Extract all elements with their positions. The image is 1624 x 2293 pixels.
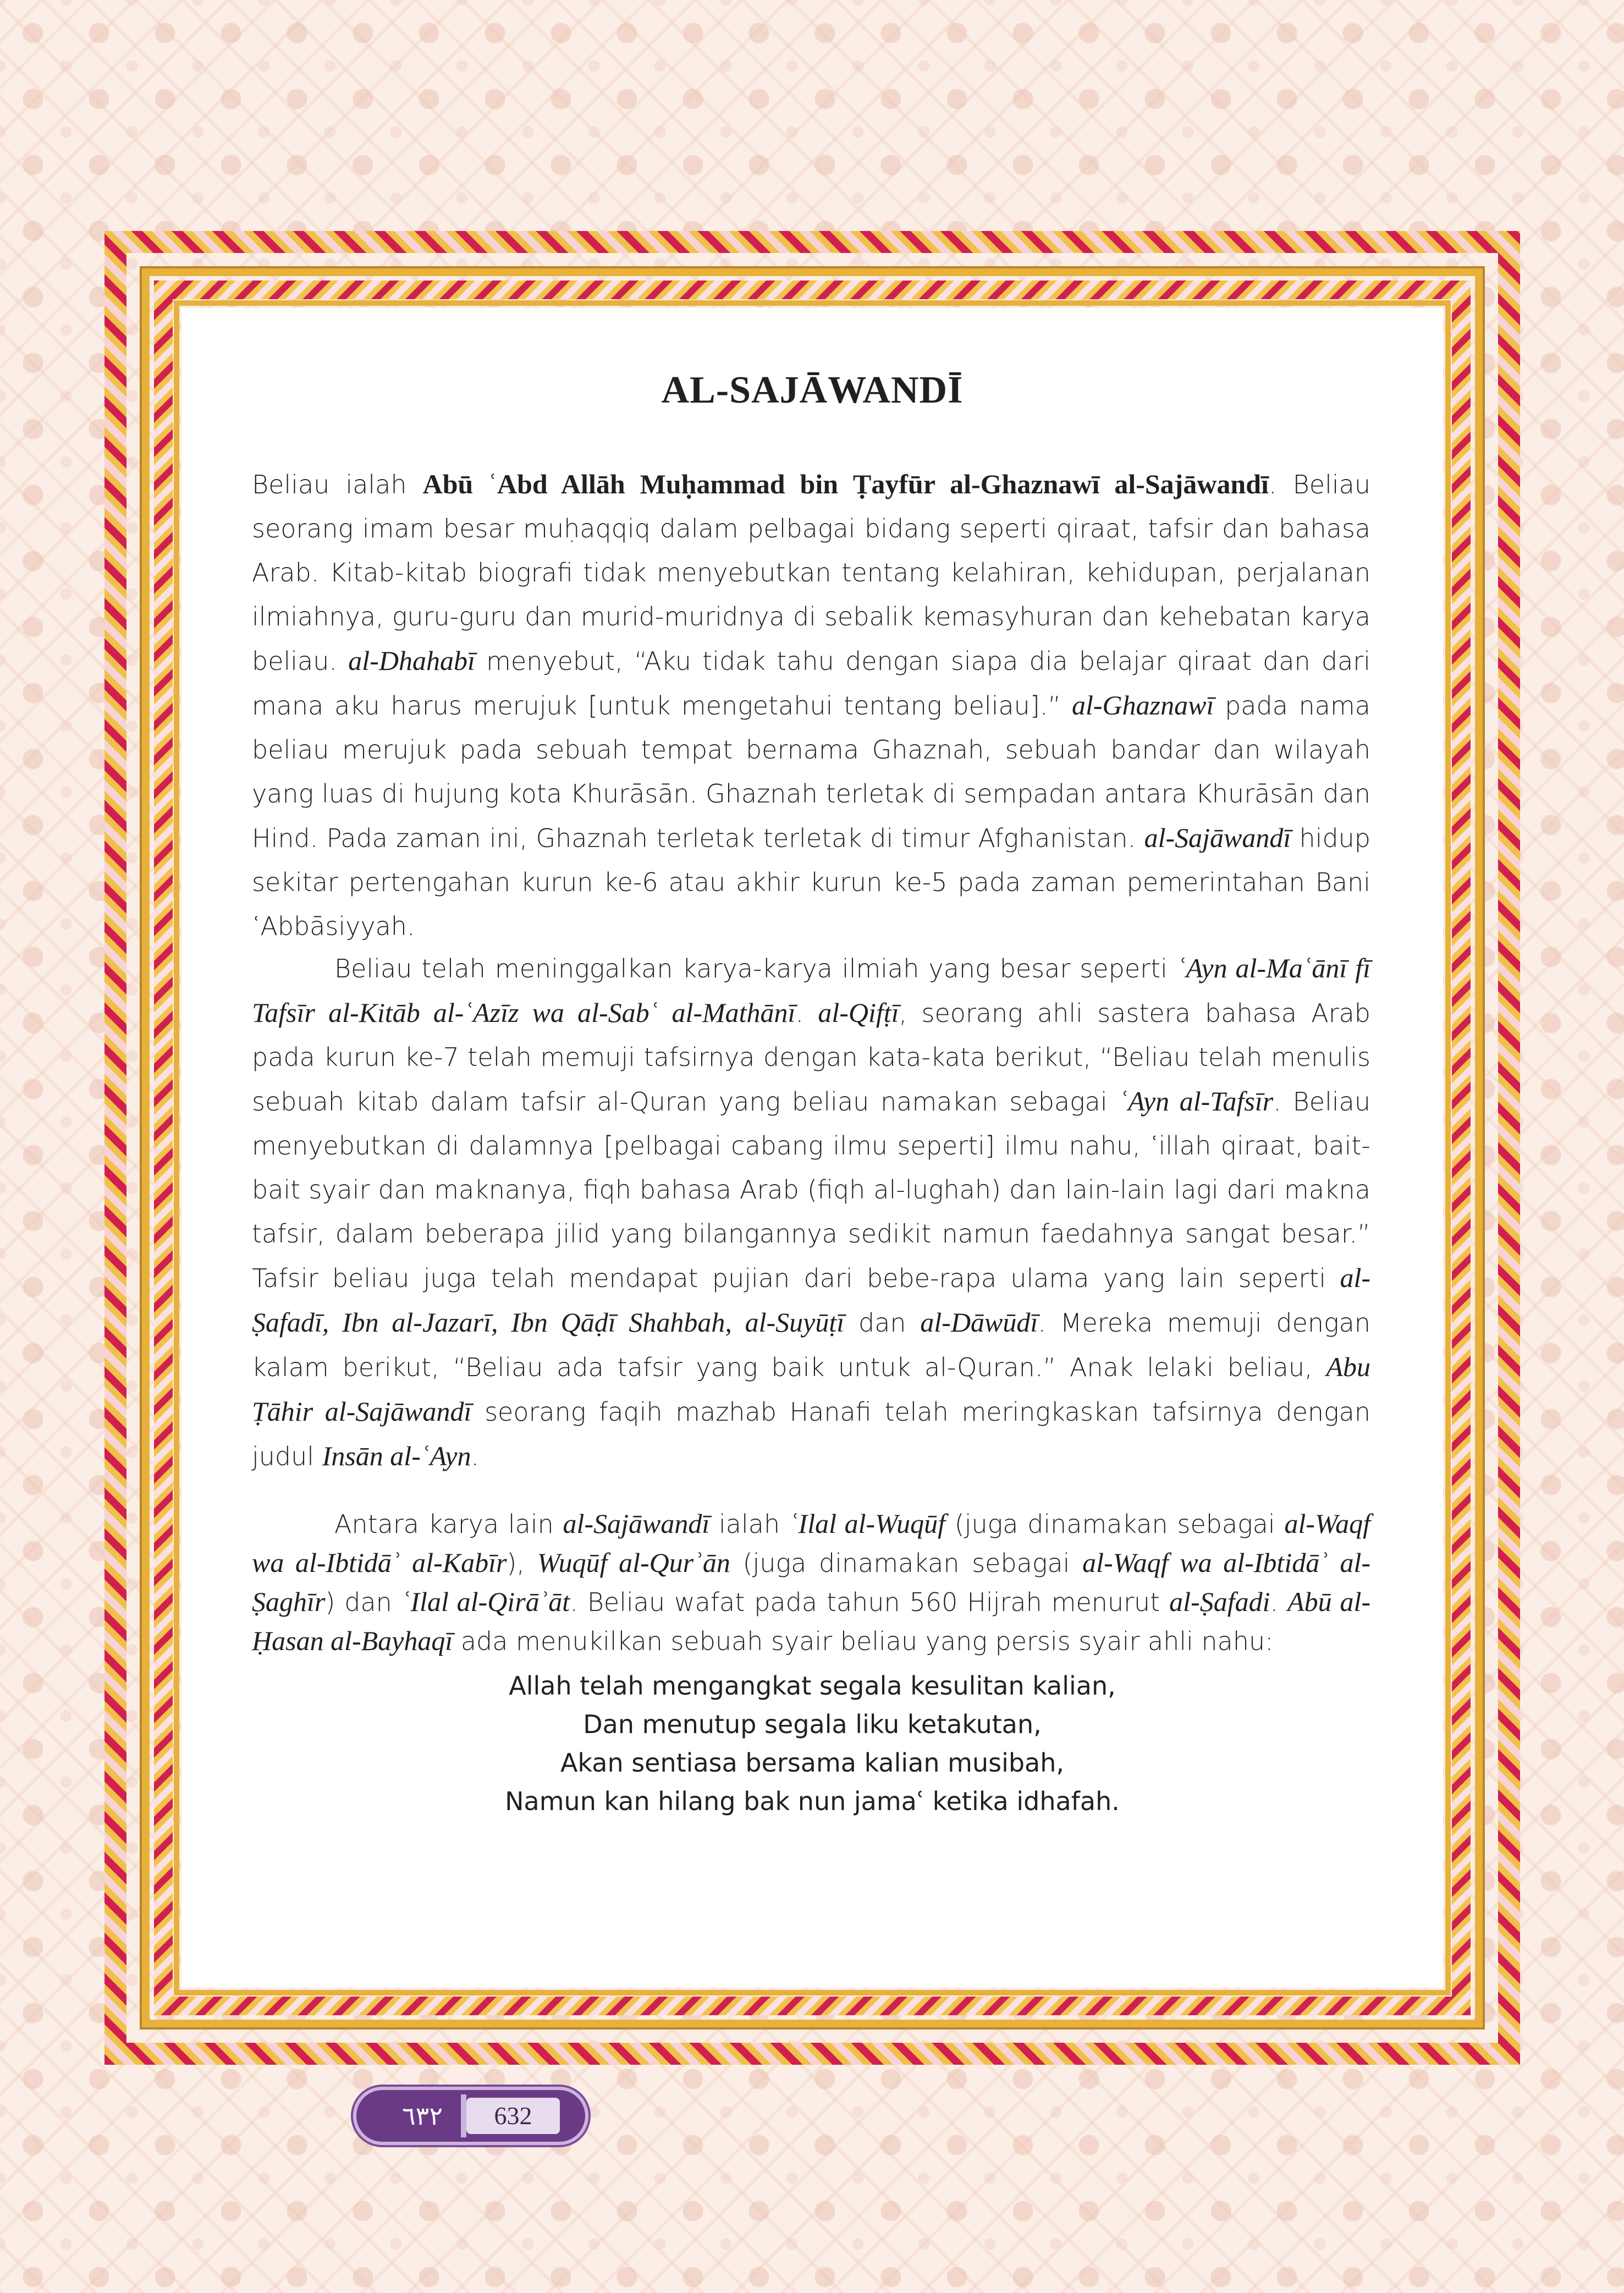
text-run: . Mereka memuji dengan kalam berikut, “Beliau ada tafsir yang baik untuk al-Quran.” Anak lelaki beliau, (252, 1308, 1370, 1382)
page-number-arabic: ٦٣٢ (401, 2101, 443, 2131)
page-number-divider (461, 2094, 466, 2137)
full-name: Abū ʿAbd Allāh Muḥammad bin Ṭayfūr al-Ghaznawī al-Sajāwandī (422, 469, 1269, 499)
text-run: (juga dinamakan sebagai (730, 1548, 1083, 1578)
text-run: ialah (709, 1509, 789, 1539)
italic-term: al-Dhahabī (348, 645, 475, 676)
poem-line: Akan sentiasa bersama kalian musibah, (560, 1748, 1065, 1778)
text-run: pada nama beliau merujuk pada sebuah tempat bernama Ghaznah, sebuah bandar dan wilayah yang luas di hujung kota Khurāsān. Ghaznah terletak di sempadan antara Khurāsān dan Hind. Pada zaman ini, Ghaznah terletak terletak di timur Afghanistan. (252, 691, 1370, 853)
text-run: (juga dinamakan sebagai (945, 1509, 1285, 1539)
text-run: ada menukilkan sebuah syair beliau yang persis syair ahli nahu: (453, 1626, 1274, 1656)
paragraph-2 (252, 946, 1370, 1478)
text-run: . Beliau menyebutkan di dalamnya [pelbagai cabang ilmu seperti] ilmu nahu, ʿillah qiraat, bait-bait syair dan maknanya, fiqh bahasa Arab (fiqh al-lughah) dan lain-lain lagi dari makna tafsir, dalam beberapa jilid yang bilangannya sedikit namun faedahnya sangat besar.” Tafsir beliau juga telah mendapat pujian dari bebe-rapa ulama yang lain seperti (252, 1087, 1370, 1293)
text-run: seorang faqih mazhab Hanafi telah meringkaskan tafsirnya dengan judul (252, 1397, 1370, 1471)
text-run: . (1270, 1587, 1288, 1617)
poem (181, 1667, 1443, 1821)
italic-term: Wuqūf al-Qurʾān (537, 1547, 730, 1578)
page-number-latin: 632 (466, 2098, 560, 2134)
italic-term: al-Ṣafadī, Ibn al-Jazarī, Ibn Qāḍī Shahbah, al-Suyūṭī (252, 1262, 1370, 1338)
italic-term: Abū al-Ḥasan al-Bayhaqī (252, 1586, 1370, 1656)
page-number-badge (356, 2090, 585, 2142)
paragraph-1 (252, 462, 1370, 948)
poem-line: Allah telah mengangkat segala kesulitan kalian, (509, 1671, 1116, 1701)
italic-term: ʿIlal al-Wuqūf (789, 1508, 945, 1539)
text-run: Antara karya lain (334, 1509, 563, 1539)
text-run: ) dan (325, 1587, 401, 1617)
italic-term: ʿAyn al-Tafsīr (1119, 1086, 1274, 1117)
italic-term: ʿIlal al-Qirāʾāt (401, 1586, 570, 1617)
italic-term: al-Dāwūdī (920, 1307, 1038, 1338)
italic-term: al-Waqf wa al-Ibtidāʾ al-Kabīr (252, 1508, 1370, 1578)
text-run: . Beliau wafat pada tahun 560 Hijrah menurut (570, 1587, 1170, 1617)
page-title: AL-SAJĀWANDĪ (661, 369, 964, 411)
text-run: Beliau ialah (252, 470, 423, 499)
italic-term: Insān al-ʿAyn (322, 1440, 471, 1471)
paragraph-3 (252, 1504, 1370, 1660)
italic-term: ʿAyn al-Maʿānī fī Tafsīr al-Kitāb al-ʿAzīz wa al-Sabʿ al-Mathānī (252, 953, 1370, 1028)
italic-term: al-Sajāwandī (563, 1508, 710, 1539)
content-panel (181, 308, 1443, 1988)
italic-term: al-Waqf wa al-Ibtidāʾ al-Ṣaghīr (252, 1547, 1370, 1617)
text-run: ), (507, 1548, 537, 1578)
poem-line: Namun kan hilang bak nun jamaʿ ketika idhafah. (505, 1786, 1120, 1816)
italic-term: Abu Ṭāhir al-Sajāwandī (252, 1351, 1370, 1427)
text-run: . Beliau seorang imam besar muḥaqqiq dalam pelbagai bidang seperti qiraat, tafsir dan bahasa Arab. Kitab-kitab biografi tidak menyebutkan tentang kelahiran, kehidupan, perjalanan ilmiahnya, guru-guru dan murid-muridnya di sebalik kemasyhuran dan kehebatan karya beliau. (252, 470, 1370, 676)
text-run: menyebut, “Aku tidak tahu dengan siapa dia belajar qiraat dan dari mana aku harus merujuk [untuk mengetahui tentang beliau].” (252, 646, 1370, 721)
text-run: . (471, 1442, 480, 1471)
italic-term: al-Sajāwandī (1144, 822, 1291, 853)
text-run: dan (844, 1308, 921, 1338)
text-run: . (795, 998, 818, 1028)
text-run: hidup sekitar pertengahan kurun ke-6 atau akhir kurun ke-5 pada zaman pemerintahan Bani ʿAbbāsiyyah. (252, 823, 1371, 941)
italic-term: al-Qifṭī (818, 997, 899, 1028)
italic-term: al-Ghaznawī (1071, 690, 1214, 721)
text-run: , seorang ahli sastera bahasa Arab pada kurun ke-7 telah memuji tafsirnya dengan kata-kata berikut, “Beliau telah menulis sebuah kitab dalam tafsir al-Quran yang beliau namakan sebagai (252, 998, 1370, 1117)
text-run: Beliau telah meninggalkan karya-karya ilmiah yang besar seperti (334, 954, 1177, 983)
italic-term: al-Ṣafadi (1169, 1586, 1270, 1617)
poem-line: Dan menutup segala liku ketakutan, (583, 1709, 1042, 1739)
